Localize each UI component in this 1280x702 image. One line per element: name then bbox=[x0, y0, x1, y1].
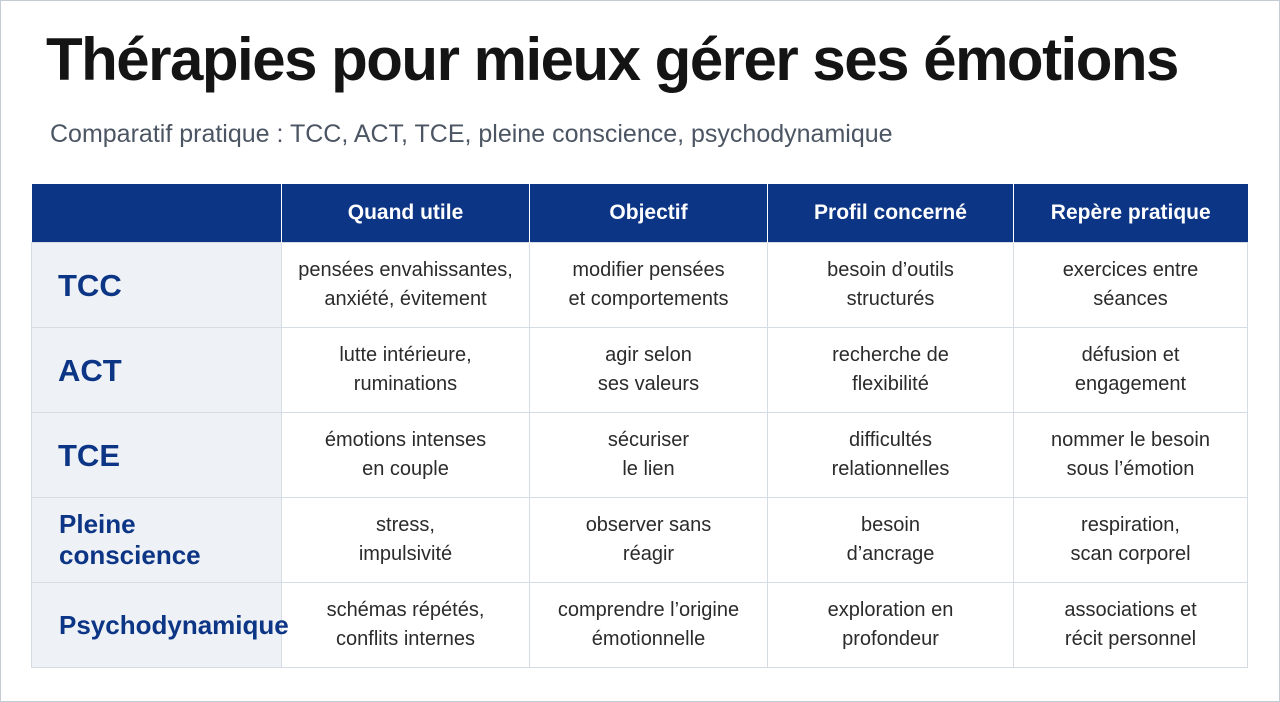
table-row bbox=[32, 413, 1248, 498]
table-cell: observer sans réagir bbox=[530, 498, 768, 583]
table-cell: lutte intérieure, ruminations bbox=[282, 328, 530, 413]
table-cell: défusion et engagement bbox=[1014, 328, 1248, 413]
table-row bbox=[32, 328, 1248, 413]
column-header-repere-pratique: Repère pratique bbox=[1014, 184, 1248, 243]
table-cell: comprendre l’origine émotionnelle bbox=[530, 583, 768, 668]
column-header-profil-concerne: Profil concerné bbox=[768, 184, 1014, 243]
table-row bbox=[32, 498, 1248, 583]
table-cell: émotions intenses en couple bbox=[282, 413, 530, 498]
row-label-psychodynamique: Psychodynamique bbox=[32, 583, 282, 668]
column-header-quand-utile: Quand utile bbox=[282, 184, 530, 243]
table-row bbox=[32, 583, 1248, 668]
column-header-empty bbox=[32, 184, 282, 243]
table-cell: difficultés relationnelles bbox=[768, 413, 1014, 498]
table-cell: besoin d’ancrage bbox=[768, 498, 1014, 583]
page-subtitle: Comparatif pratique : TCC, ACT, TCE, pleine conscience, psychodynamique bbox=[50, 120, 893, 148]
table-cell: schémas répétés, conflits internes bbox=[282, 583, 530, 668]
page-title: Thérapies pour mieux gérer ses émotions bbox=[46, 26, 1178, 93]
table-cell: sécuriser le lien bbox=[530, 413, 768, 498]
comparison-table bbox=[31, 184, 1248, 668]
table-cell: nommer le besoin sous l’émotion bbox=[1014, 413, 1248, 498]
table-cell: stress, impulsivité bbox=[282, 498, 530, 583]
table-header-row bbox=[32, 184, 1248, 243]
table-row bbox=[32, 243, 1248, 328]
row-label-tcc: TCC bbox=[32, 243, 282, 328]
table-cell: agir selon ses valeurs bbox=[530, 328, 768, 413]
column-header-objectif: Objectif bbox=[530, 184, 768, 243]
row-label-pleine-conscience: Pleine conscience bbox=[32, 498, 282, 583]
row-label-act: ACT bbox=[32, 328, 282, 413]
table-cell: besoin d’outils structurés bbox=[768, 243, 1014, 328]
table-cell: associations et récit personnel bbox=[1014, 583, 1248, 668]
table-cell: pensées envahissantes, anxiété, évitement bbox=[282, 243, 530, 328]
table-cell: respiration, scan corporel bbox=[1014, 498, 1248, 583]
row-label-tce: TCE bbox=[32, 413, 282, 498]
table-cell: exploration en profondeur bbox=[768, 583, 1014, 668]
table-cell: recherche de flexibilité bbox=[768, 328, 1014, 413]
table-cell: exercices entre séances bbox=[1014, 243, 1248, 328]
table-cell: modifier pensées et comportements bbox=[530, 243, 768, 328]
